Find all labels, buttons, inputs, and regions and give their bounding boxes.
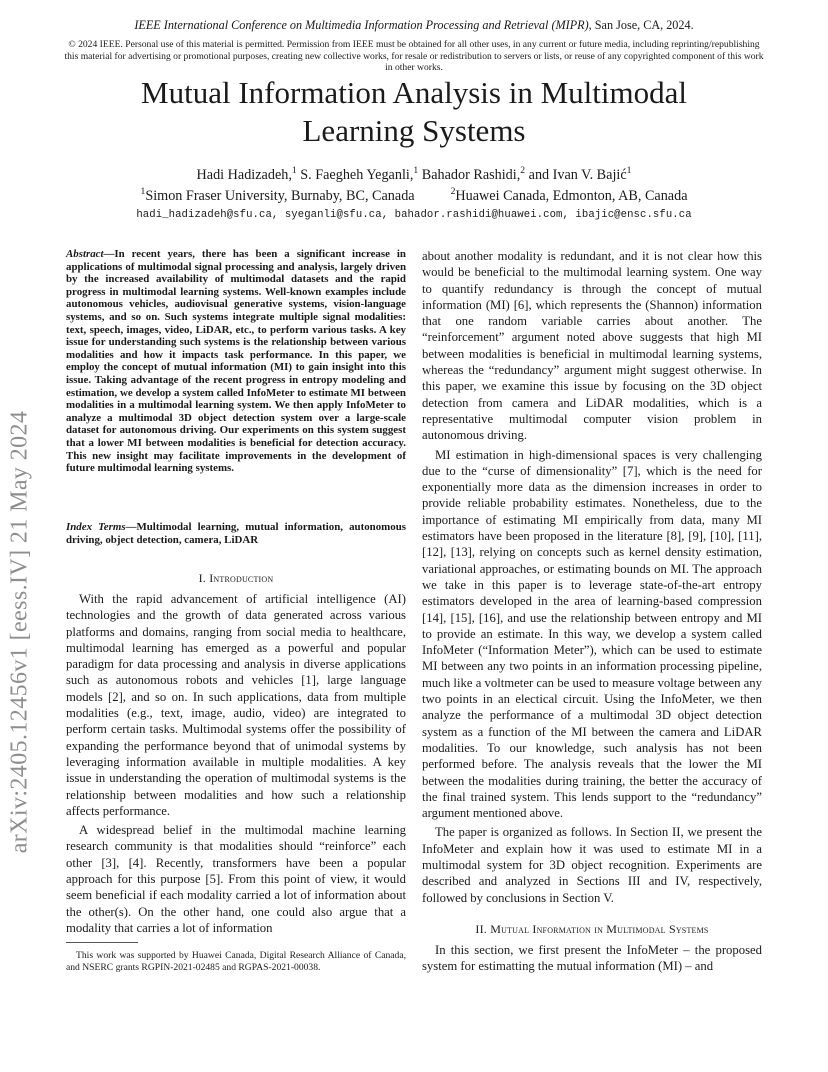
- arxiv-watermark: [6, 410, 33, 854]
- author-list: [0, 167, 828, 184]
- footnote: This work was supported by Huawei Canada, Digital Research Alliance of Canada, and NSERC grants RGPIN-2021-02485 and RGPAS-2021-00038.: [66, 950, 406, 973]
- section-1-heading: I. Introduction: [198, 571, 274, 585]
- author-2: S. Faegheh Yeganli,: [296, 167, 414, 183]
- title-line-2: Learning Systems: [302, 113, 526, 148]
- conference-location: San Jose, CA, 2024.: [591, 18, 694, 32]
- index-terms: [66, 521, 406, 546]
- section-2-body: [422, 942, 762, 975]
- affiliation-2: Huawei Canada, Edmonton, AB, Canada: [455, 188, 688, 204]
- index-terms-text: —Multimodal learning, mutual information, autonomous driving, object detection, camera, LiDAR: [66, 521, 406, 546]
- abstract: [66, 248, 406, 475]
- author-1-affil-mark: 1: [291, 165, 297, 176]
- copyright-notice: © 2024 IEEE. Personal use of this material is permitted. Permission from IEEE must be obtained for all other uses, in any current or future media, including reprinting/republishing this material for advertising or promotional purposes, creating new collective works, for resale or redistribution to servers or lists, or reuse of any copyrighted component of this work in other works.: [64, 39, 764, 74]
- author-emails: hadi_hadizadeh@sfu.ca, syeganli@sfu.ca, bahador.rashidi@huawei.com, ibajic@ensc.sfu.ca: [136, 209, 692, 221]
- index-terms-label: Index Terms: [66, 521, 126, 533]
- conference-name: IEEE International Conference on Multimedia Information Processing and Retrieval (MIPR),: [134, 18, 592, 32]
- intro-paragraph-1: With the rapid advancement of artificial intelligence (AI) technologies and the growth of data generated across various platforms and domains, ranging from social media to healthcare, multimodal learning has emerged as a powerful and popular paradigm for data processing and analysis in diverse applications such as autonomous robots and vehicles [1], large language models [2], and so on. In such applications, data from multiple modalities (e.g., text, image, audio, video) are integrated to perform certain tasks. Multimodal systems offer the possibility of expanding the performance beyond that of unimodal systems by leveraging information available in multiple modalities. A key issue in understanding the operation of multimodal systems is the relationship between modalities and how such a relationship affects performance.: [66, 592, 406, 818]
- right-paragraph-2: MI estimation in high-dimensional spaces is very challenging due to the “curse of dimensionality” [7], which is the need for exponentially more data as the dimension increases in order to provide reliable probability estimates. Nonetheless, due to the importance of estimating MI empirically from data, many MI estimators have been proposed in the literature [8], [9], [10], [11], [12], [13], relying on concepts such as kernel density estimation, variational approaches, or estimating bounds on MI. The approach we take in this paper is to leverage state-of-the-art entropy estimators developed in the area of learning-based compression [14], [15], [16], and use the relationship between entropy and MI to provide an estimate. In this way, we develop a system called InfoMeter (“Information Meter”), which can be used to estimate MI between any two points in an information processing pipeline, much like a voltmeter can be used to measure voltage between any two points in an electical circuit. Using the InfoMeter, we then analyze the performance of a multimodal 3D object detection system as a function of the MI between the camera and LiDAR modalities. To our knowledge, such analysis has not been performed before. The analysis reveals that the lower the MI between the modalities during training, the better the accuracy of the final trained system. This lends support to the “redundancy” argument mentioned above.: [422, 447, 762, 821]
- paper-title: [0, 74, 828, 150]
- right-paragraph-3: The paper is organized as follows. In Section II, we present the InfoMeter and explain how it was used to estimate MI in a multimodal system for 3D object recognition. Experiments are described and analyzed in Sections III and IV, respectively, followed by conclusions in Section V.: [422, 825, 762, 905]
- author-3-affil-mark: 2: [520, 165, 526, 176]
- affiliation-1: Simon Fraser University, Burnaby, BC, Canada: [145, 188, 415, 204]
- abstract-label: Abstract: [66, 248, 104, 260]
- author-3: Bahador Rashidi,: [418, 167, 521, 183]
- right-paragraph-1: about another modality is redundant, and it is not clear how this would be beneficial to the multimodal learning system. One way to quantify redundancy is through the concept of mutual information (MI) [6], which represents the (Shannon) information that one random variable carries about another. The “reinforcement” argument noted above suggests that high MI between modalities is beneficial in multimodal learning systems, whereas the “redundancy” argument might suggest otherwise. In this paper, we examine this issue by focusing on the 3D object detection from camera and LiDAR modalities, which is a representative multimodal computer vision problem in autonomous driving.: [422, 249, 762, 443]
- title-line-1: Mutual Information Analysis in Multimodal: [141, 75, 687, 110]
- intro-paragraph-2: A widespread belief in the multimodal machine learning research community is that modalities should “reinforce” each other [3], [4]. Recently, transformers have been a popular approach for this purpose [5]. From this point of view, it would seem beneficial if each modality carried a lot of information about the other(s). On the other hand, one could also argue that a modality that carries a lot of information: [66, 823, 406, 935]
- footnote-rule: [66, 942, 138, 943]
- affiliations: [0, 188, 828, 205]
- introduction-body: [66, 591, 406, 936]
- conference-header: [0, 18, 828, 33]
- author-4: and Ivan V. Bajić: [525, 167, 627, 183]
- arxiv-id: arXiv:2405.12456v1 [eess.IV] 21 May 2024: [6, 410, 33, 854]
- affil-2-mark: 2: [450, 186, 456, 197]
- author-1: Hadi Hadizadeh,: [196, 167, 292, 183]
- author-2-affil-mark: 1: [413, 165, 419, 176]
- right-column-body: [422, 248, 762, 906]
- section-2-heading: II. Mutual Information in Multimodal Systems: [475, 922, 709, 936]
- author-4-affil-mark: 1: [626, 165, 632, 176]
- section-2-paragraph-1: In this section, we first present the InfoMeter – the proposed system for estimatting the mutual information (MI) – and: [422, 943, 762, 974]
- affil-1-mark: 1: [140, 186, 146, 197]
- abstract-text: —In recent years, there has been a significant increase in applications of multimodal signal processing and analysis, largely driven by the increased availability of multimodal datasets and the rapid progress in multimodal learning systems. Well-known examples include autonomous vehicles, audiovisual generative systems, vision-language systems, and so on. Such systems integrate multiple signal modalities: text, speech, images, video, LiDAR, etc., to perform various tasks. A key issue for understanding such systems is the relationship between various modalities and how it impacts task performance. In this paper, we employ the concept of mutual information (MI) to gain insight into this issue. Taking advantage of the recent progress in entropy modeling and estimation, we develop a system called InfoMeter to estimate MI between modalities in a multimodal learning system. We then apply InfoMeter to analyze a multimodal 3D object detection system over a large-scale dataset for autonomous driving. Our experiments on this system suggest that a lower MI between modalities is beneficial for detection accuracy. This new insight may facilitate improvements in the development of future multimodal learning systems.: [66, 248, 406, 475]
